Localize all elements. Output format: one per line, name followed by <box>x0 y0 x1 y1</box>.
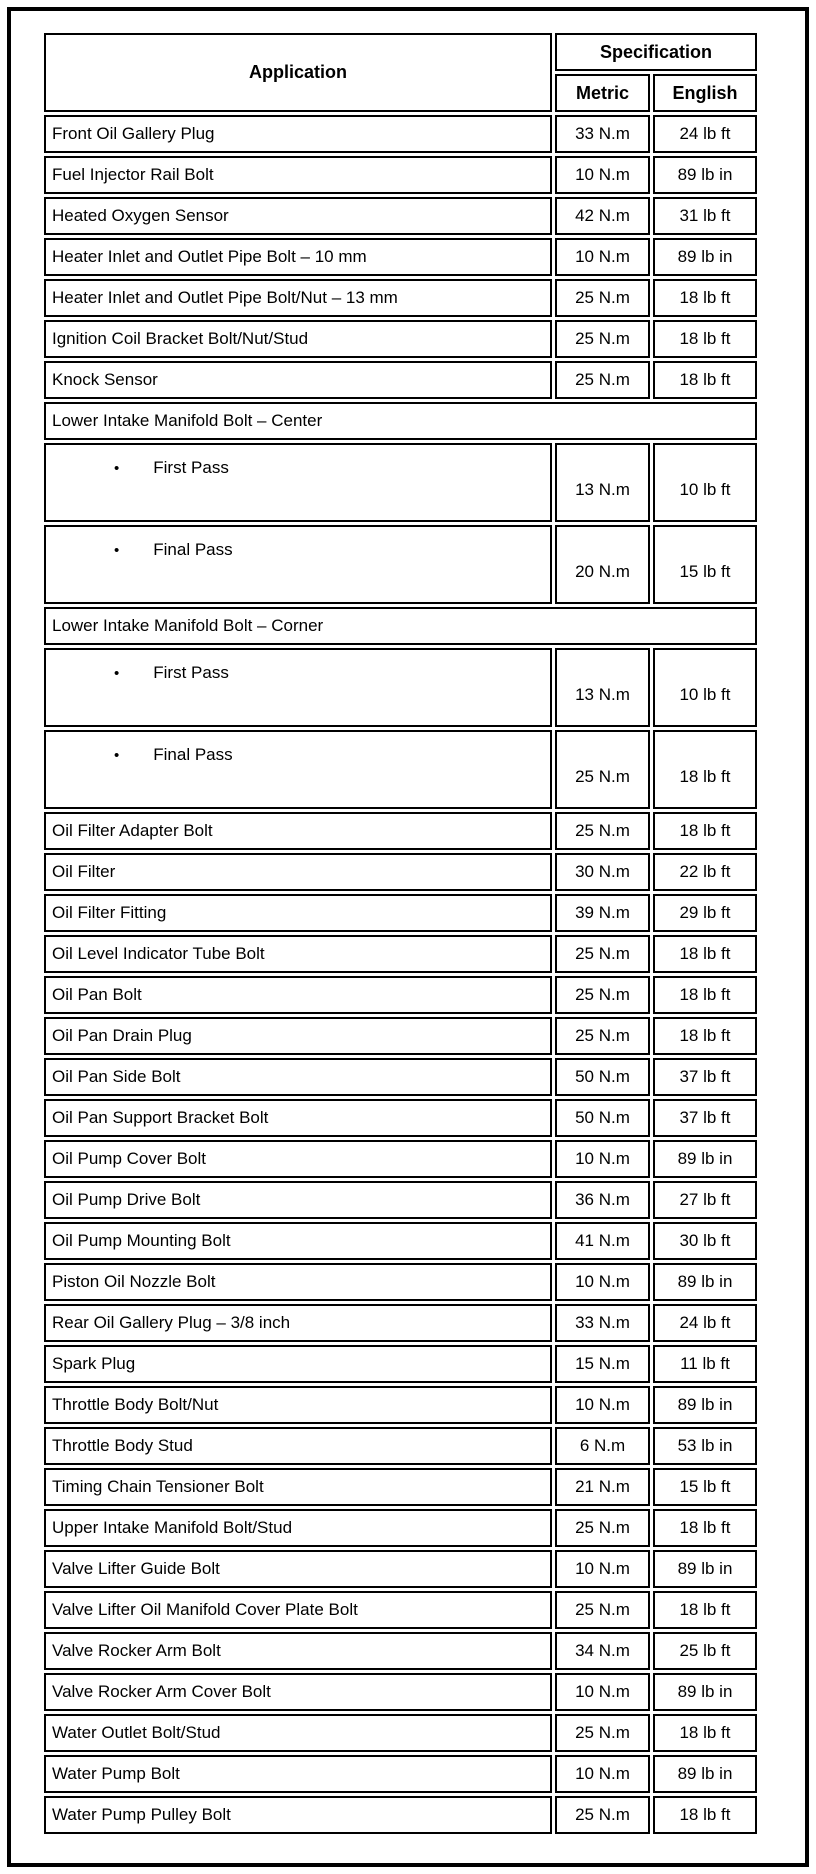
section-row <box>44 402 757 440</box>
application-cell: Heated Oxygen Sensor <box>44 197 552 235</box>
spec-row <box>44 1550 757 1588</box>
application-cell: Oil Pump Mounting Bolt <box>44 1222 552 1260</box>
english-value: 89 lb in <box>653 1140 757 1178</box>
english-value: 18 lb ft <box>653 1509 757 1547</box>
spec-row <box>44 1755 757 1793</box>
application-cell: Oil Pump Cover Bolt <box>44 1140 552 1178</box>
spec-row <box>44 115 757 153</box>
english-value: 18 lb ft <box>653 279 757 317</box>
application-cell: Heater Inlet and Outlet Pipe Bolt – 10 mm <box>44 238 552 276</box>
spec-row <box>44 1509 757 1547</box>
metric-value: 10 N.m <box>555 1263 650 1301</box>
spec-row <box>44 238 757 276</box>
application-cell <box>44 443 552 522</box>
english-value: 53 lb in <box>653 1427 757 1465</box>
english-value: 89 lb in <box>653 1550 757 1588</box>
spec-row <box>44 1181 757 1219</box>
english-value: 10 lb ft <box>653 443 757 522</box>
application-cell: Valve Rocker Arm Cover Bolt <box>44 1673 552 1711</box>
english-value: 29 lb ft <box>653 894 757 932</box>
english-value: 11 lb ft <box>653 1345 757 1383</box>
application-cell: Ignition Coil Bracket Bolt/Nut/Stud <box>44 320 552 358</box>
metric-value: 21 N.m <box>555 1468 650 1506</box>
spec-row <box>44 1140 757 1178</box>
section-title: Lower Intake Manifold Bolt – Center <box>44 402 757 440</box>
spec-row <box>44 1632 757 1670</box>
application-cell: Valve Rocker Arm Bolt <box>44 1632 552 1670</box>
english-value: 15 lb ft <box>653 1468 757 1506</box>
metric-value: 15 N.m <box>555 1345 650 1383</box>
spec-row <box>44 1263 757 1301</box>
metric-value: 25 N.m <box>555 1796 650 1834</box>
english-value: 89 lb in <box>653 238 757 276</box>
application-cell: Piston Oil Nozzle Bolt <box>44 1263 552 1301</box>
metric-value: 33 N.m <box>555 1304 650 1342</box>
bullet-spec-row <box>44 525 757 604</box>
application-cell: Oil Pan Support Bracket Bolt <box>44 1099 552 1137</box>
metric-value: 34 N.m <box>555 1632 650 1670</box>
spec-row <box>44 812 757 850</box>
bullet-label: Final Pass <box>153 540 233 559</box>
spec-row <box>44 853 757 891</box>
metric-value: 25 N.m <box>555 320 650 358</box>
column-header-specification: Specification <box>555 33 757 71</box>
application-cell: Water Pump Bolt <box>44 1755 552 1793</box>
application-cell: Heater Inlet and Outlet Pipe Bolt/Nut – 13 mm <box>44 279 552 317</box>
english-value: 24 lb ft <box>653 115 757 153</box>
application-cell: Water Pump Pulley Bolt <box>44 1796 552 1834</box>
spec-row <box>44 279 757 317</box>
bullet-icon: • <box>114 665 120 682</box>
english-value: 22 lb ft <box>653 853 757 891</box>
column-header-english: English <box>653 74 757 112</box>
application-cell: Oil Pump Drive Bolt <box>44 1181 552 1219</box>
application-cell: Oil Pan Drain Plug <box>44 1017 552 1055</box>
english-value: 24 lb ft <box>653 1304 757 1342</box>
bullet-icon: • <box>114 542 120 559</box>
spec-row <box>44 197 757 235</box>
application-cell: Timing Chain Tensioner Bolt <box>44 1468 552 1506</box>
section-title: Lower Intake Manifold Bolt – Corner <box>44 607 757 645</box>
english-value: 10 lb ft <box>653 648 757 727</box>
spec-row <box>44 1222 757 1260</box>
spec-row <box>44 1345 757 1383</box>
bullet-spec-row <box>44 443 757 522</box>
application-cell: Front Oil Gallery Plug <box>44 115 552 153</box>
english-value: 18 lb ft <box>653 361 757 399</box>
english-value: 37 lb ft <box>653 1058 757 1096</box>
section-row <box>44 607 757 645</box>
english-value: 89 lb in <box>653 1755 757 1793</box>
spec-row <box>44 156 757 194</box>
english-value: 89 lb in <box>653 1263 757 1301</box>
metric-value: 25 N.m <box>555 812 650 850</box>
metric-value: 10 N.m <box>555 1386 650 1424</box>
spec-row <box>44 1796 757 1834</box>
english-value: 18 lb ft <box>653 812 757 850</box>
metric-value: 10 N.m <box>555 238 650 276</box>
metric-value: 33 N.m <box>555 115 650 153</box>
english-value: 89 lb in <box>653 1386 757 1424</box>
metric-value: 13 N.m <box>555 443 650 522</box>
english-value: 30 lb ft <box>653 1222 757 1260</box>
metric-value: 6 N.m <box>555 1427 650 1465</box>
application-cell: Water Outlet Bolt/Stud <box>44 1714 552 1752</box>
application-cell <box>44 525 552 604</box>
application-cell: Oil Filter Fitting <box>44 894 552 932</box>
spec-row <box>44 1099 757 1137</box>
spec-row <box>44 894 757 932</box>
metric-value: 36 N.m <box>555 1181 650 1219</box>
metric-value: 25 N.m <box>555 976 650 1014</box>
application-cell: Oil Pan Side Bolt <box>44 1058 552 1096</box>
metric-value: 13 N.m <box>555 648 650 727</box>
application-cell: Valve Lifter Oil Manifold Cover Plate Bolt <box>44 1591 552 1629</box>
english-value: 25 lb ft <box>653 1632 757 1670</box>
application-cell: Oil Filter <box>44 853 552 891</box>
spec-row <box>44 320 757 358</box>
bullet-icon: • <box>114 460 120 477</box>
metric-value: 10 N.m <box>555 1755 650 1793</box>
english-value: 89 lb in <box>653 1673 757 1711</box>
metric-value: 10 N.m <box>555 1140 650 1178</box>
english-value: 18 lb ft <box>653 1017 757 1055</box>
spec-row <box>44 1386 757 1424</box>
application-cell: Knock Sensor <box>44 361 552 399</box>
application-cell: Throttle Body Bolt/Nut <box>44 1386 552 1424</box>
metric-value: 25 N.m <box>555 1714 650 1752</box>
metric-value: 25 N.m <box>555 1591 650 1629</box>
english-value: 89 lb in <box>653 156 757 194</box>
spec-row <box>44 935 757 973</box>
metric-value: 25 N.m <box>555 935 650 973</box>
bullet-label: Final Pass <box>153 745 233 764</box>
metric-value: 10 N.m <box>555 156 650 194</box>
spec-table-body <box>44 115 757 1834</box>
metric-value: 10 N.m <box>555 1550 650 1588</box>
english-value: 18 lb ft <box>653 1714 757 1752</box>
bullet-spec-row <box>44 648 757 727</box>
column-header-application: Application <box>44 33 552 112</box>
application-cell: Throttle Body Stud <box>44 1427 552 1465</box>
english-value: 15 lb ft <box>653 525 757 604</box>
spec-row <box>44 1468 757 1506</box>
metric-value: 39 N.m <box>555 894 650 932</box>
english-value: 18 lb ft <box>653 935 757 973</box>
metric-value: 20 N.m <box>555 525 650 604</box>
application-cell: Oil Pan Bolt <box>44 976 552 1014</box>
spec-row <box>44 1017 757 1055</box>
bullet-spec-row <box>44 730 757 809</box>
spec-row <box>44 1427 757 1465</box>
bullet-icon: • <box>114 747 120 764</box>
metric-value: 50 N.m <box>555 1058 650 1096</box>
application-cell <box>44 730 552 809</box>
spec-row <box>44 1058 757 1096</box>
english-value: 31 lb ft <box>653 197 757 235</box>
metric-value: 30 N.m <box>555 853 650 891</box>
spec-row <box>44 1304 757 1342</box>
application-cell: Oil Filter Adapter Bolt <box>44 812 552 850</box>
header-row-top <box>44 33 757 71</box>
metric-value: 25 N.m <box>555 1509 650 1547</box>
spec-row <box>44 1714 757 1752</box>
application-cell: Spark Plug <box>44 1345 552 1383</box>
english-value: 18 lb ft <box>653 976 757 1014</box>
english-value: 18 lb ft <box>653 730 757 809</box>
application-cell: Upper Intake Manifold Bolt/Stud <box>44 1509 552 1547</box>
bullet-label: First Pass <box>153 663 229 682</box>
spec-table-header <box>44 33 757 112</box>
metric-value: 25 N.m <box>555 730 650 809</box>
english-value: 18 lb ft <box>653 1796 757 1834</box>
application-cell <box>44 648 552 727</box>
spec-table <box>41 30 760 1837</box>
metric-value: 10 N.m <box>555 1673 650 1711</box>
metric-value: 25 N.m <box>555 1017 650 1055</box>
metric-value: 50 N.m <box>555 1099 650 1137</box>
application-cell: Rear Oil Gallery Plug – 3/8 inch <box>44 1304 552 1342</box>
spec-row <box>44 1673 757 1711</box>
application-cell: Valve Lifter Guide Bolt <box>44 1550 552 1588</box>
metric-value: 41 N.m <box>555 1222 650 1260</box>
application-cell: Oil Level Indicator Tube Bolt <box>44 935 552 973</box>
spec-row <box>44 1591 757 1629</box>
metric-value: 25 N.m <box>555 361 650 399</box>
application-cell: Fuel Injector Rail Bolt <box>44 156 552 194</box>
bullet-label: First Pass <box>153 458 229 477</box>
metric-value: 42 N.m <box>555 197 650 235</box>
column-header-metric: Metric <box>555 74 650 112</box>
spec-row <box>44 361 757 399</box>
english-value: 27 lb ft <box>653 1181 757 1219</box>
spec-row <box>44 976 757 1014</box>
metric-value: 25 N.m <box>555 279 650 317</box>
english-value: 18 lb ft <box>653 320 757 358</box>
english-value: 37 lb ft <box>653 1099 757 1137</box>
english-value: 18 lb ft <box>653 1591 757 1629</box>
